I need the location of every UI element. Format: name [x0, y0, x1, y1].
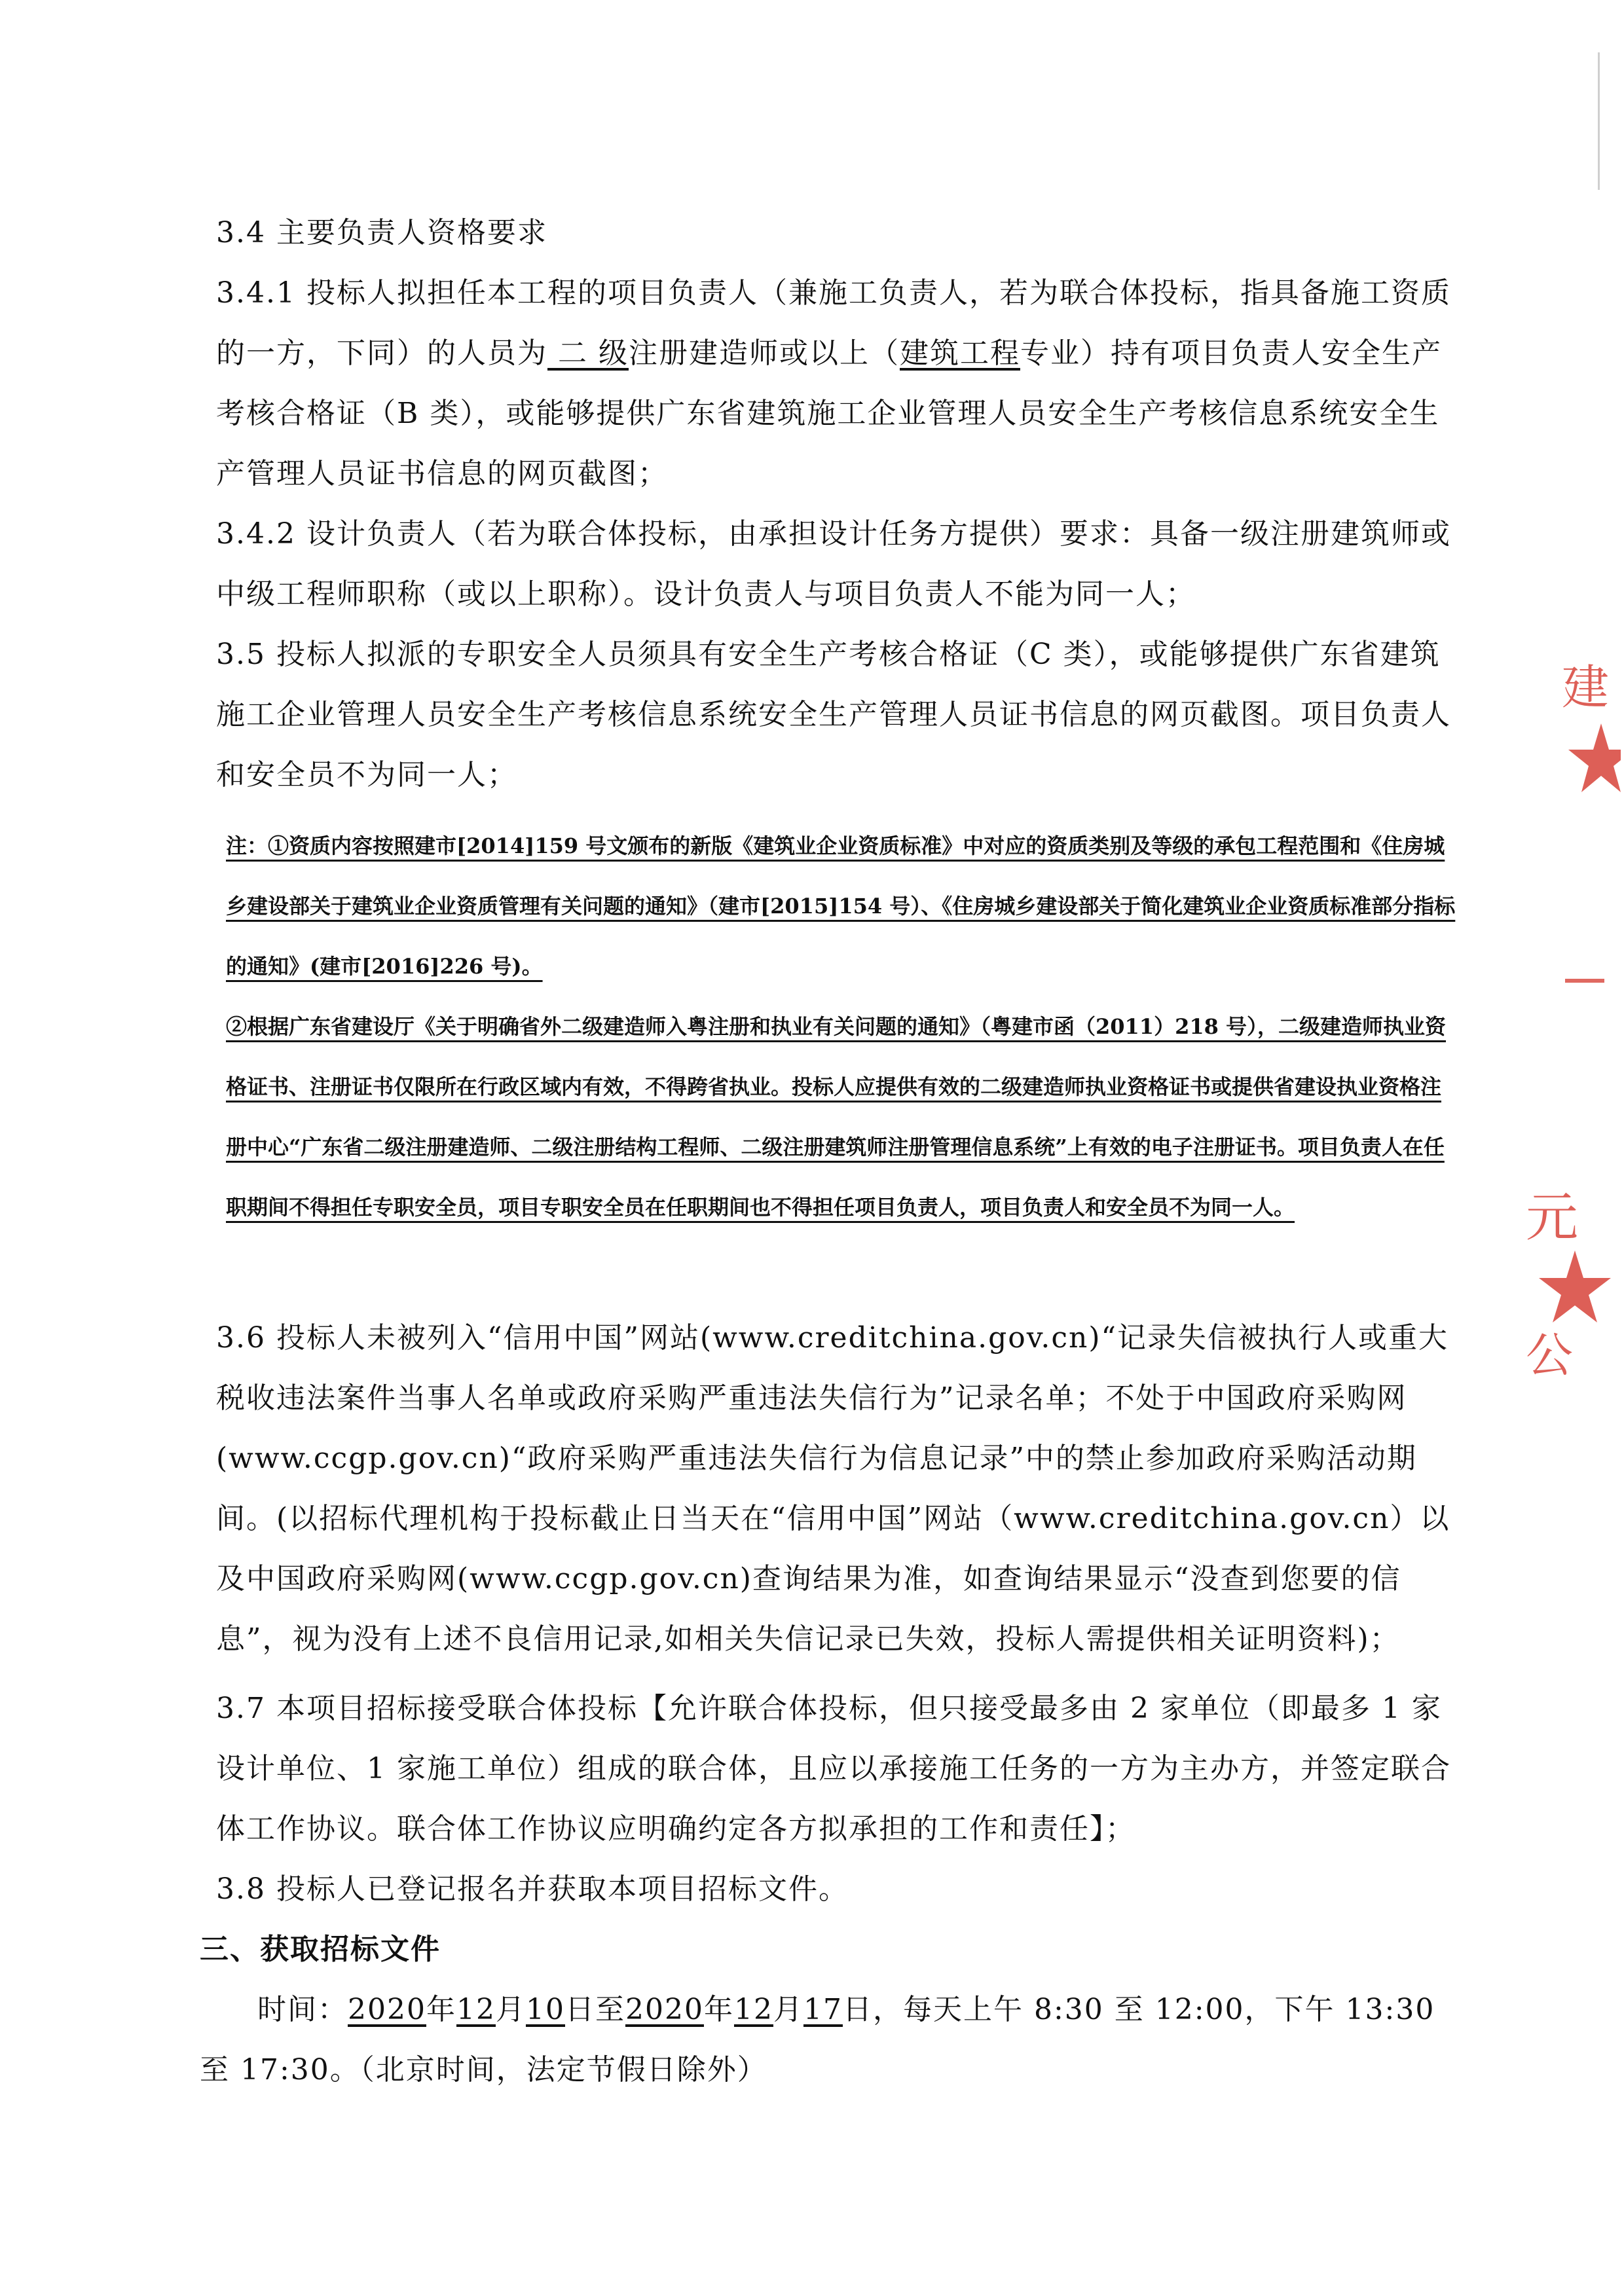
- scan-edge-line: [1598, 52, 1600, 190]
- yue-1: 月: [495, 1993, 526, 2026]
- nian-1: 年: [426, 1993, 456, 2026]
- seal-2-char-b: 公: [1526, 1328, 1574, 1383]
- nian-2: 年: [703, 1993, 734, 2026]
- seal-2-char-a: 元: [1526, 1187, 1578, 1248]
- seal-1-char: 建: [1562, 660, 1610, 715]
- end-month: 12: [733, 1993, 773, 2026]
- end-day: 17: [803, 1993, 843, 2026]
- p341-major: 建筑工程: [899, 337, 1020, 370]
- seal-fragment-1: [1562, 661, 1621, 812]
- start-day: 10: [525, 1993, 565, 2026]
- paragraph-3-8: 3.8 投标人已登记报名并获取本项目招标文件。: [216, 1872, 849, 1906]
- paragraph-3-7: 3.7 本项目招标接受联合体投标【允许联合体投标，但只接受最多由 2 家单位（即最多 1 家设计单位、1 家施工单位）组成的联合体，且应以承接施工任务的一方为主办方，并签定联合体工作协议。联合体工作协议应明确约定各方拟承担的工作和责任】；: [216, 1692, 1451, 1846]
- paragraph-3-4-2: 3.4.2 设计负责人（若为联合体投标，由承担设计任务方提供）要求：具备一级注册建筑师或中级工程师职称（或以上职称）。设计负责人与项目负责人不能为同一人；: [216, 517, 1451, 611]
- seal-1-star-icon: [1562, 714, 1621, 812]
- start-year: 2020: [348, 1993, 426, 2026]
- paragraph-3-4-1: [216, 263, 1460, 504]
- seal-fragment-2: [1526, 1187, 1611, 1383]
- ri-zhi: 日至: [564, 1993, 625, 2026]
- paragraph-3-6: 3.6 投标人未被列入“信用中国”网站(www.creditchina.gov.cn)“记录失信被执行人或重大税收违法案件当事人名单或政府采购严重违法失信行为”记录名单；不处于中国政府采购网(www.ccgp.gov.cn)“政府采购严重违法失信行为信息记录”中的禁止参加政府采购活动期间。(以招标代理机构于投标截止日当天在“信用中国”网站（www.creditchina.gov.cn）以及中国政府采购网(www.ccgp.gov.cn)查询结果为准，如查询结果显示“没查到您要的信息”，视为没有上述不良信用记录,如相关失信记录已失效，投标人需提供相关证明资料)；: [216, 1321, 1450, 1656]
- yue-2: 月: [773, 1993, 803, 2026]
- p341-level: 二 级: [547, 337, 629, 370]
- heading-section-3: 三、获取招标文件: [200, 1933, 441, 1966]
- time-label: 时间：: [257, 1993, 348, 2026]
- seal-1-edge: [1565, 979, 1604, 983]
- note-1: 注：①资质内容按照建市[2014]159 号文颁布的新版《建筑业企业资质标准》中对应的资质类别及等级的承包工程范围和《住房城乡建设部关于建筑业企业资质管理有关问题的通知》（建市[2015]154 号）、《住房城乡建设部关于简化建筑业企业资质标准部分指标的通知》(建市[2016]226 号)。: [226, 833, 1456, 979]
- paragraph-3-5: 3.5 投标人拟派的专职安全人员须具有安全生产考核合格证（C 类），或能够提供广东省建筑施工企业管理人员安全生产考核信息系统安全生产管理人员证书信息的网页截图。项目负责人和安全员不为同一人；: [216, 638, 1451, 792]
- paragraph-time: [200, 1980, 1460, 2100]
- p341-text-b: 注册建造师或以上（: [628, 337, 900, 370]
- p341-text-c: 专业）持有项目负责人安全生产考核合格证（B 类），或能够提供广东省建筑施工企业管理人员安全生产考核信息系统安全生产管理人员证书信息的网页截图；: [216, 337, 1442, 490]
- heading-3-4: 3.4 主要负责人资格要求: [216, 216, 547, 249]
- end-year: 2020: [625, 1993, 704, 2026]
- start-month: 12: [456, 1993, 496, 2026]
- p341-text-a: 3.4.1 投标人拟担任本工程的项目负责人（兼施工负责人，若为联合体投标，指具备施工资质的一方，下同）的人员为: [216, 276, 1451, 370]
- seal-2-star-icon: [1526, 1244, 1611, 1329]
- time-rest: 日，每天上午 8:30 至 12:00，下午 13:30 至 17:30。（北京时间，法定节假日除外）: [200, 1993, 1435, 2086]
- note-2: ②根据广东省建设厅《关于明确省外二级建造师入粤注册和执业有关问题的通知》（粤建市函（2011）218 号），二级建造师执业资格证书、注册证书仅限所在行政区域内有效，不得跨省执业。投标人应提供有效的二级建造师执业资格证书或提供省建设执业资格注册中心“广东省二级注册建造师、二级注册结构工程师、二级注册建筑师注册管理信息系统”上有效的电子注册证书。项目负责人在任职期间不得担任专职安全员，项目专职安全员在任职期间也不得担任项目负责人，项目负责人和安全员不为同一人。: [226, 1014, 1447, 1220]
